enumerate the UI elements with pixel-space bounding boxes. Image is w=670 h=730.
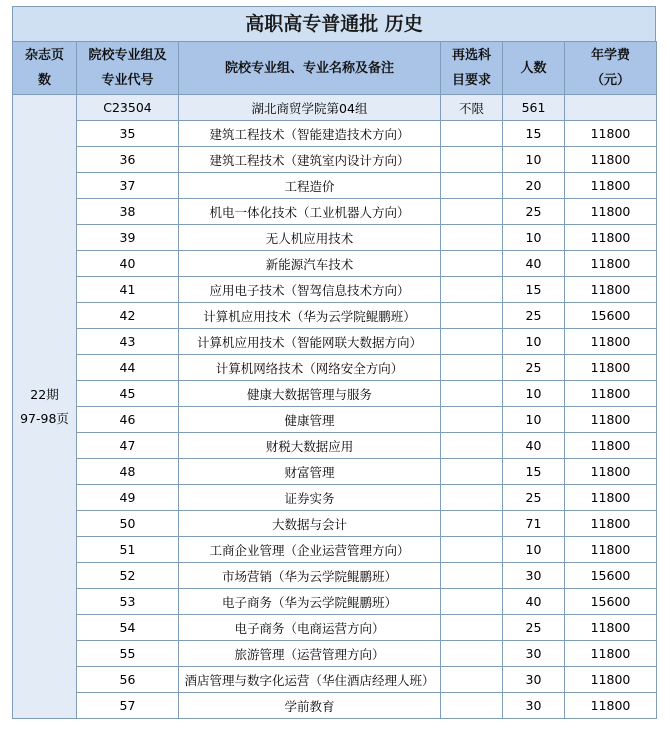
table-row <box>13 433 657 459</box>
annual-fee: 11800 <box>565 329 657 355</box>
major-code: 49 <box>77 485 179 511</box>
subject-requirement <box>441 407 503 433</box>
table-row <box>13 641 657 667</box>
major-name: 市场营销（华为云学院鲲鹏班） <box>179 563 441 589</box>
subject-requirement <box>441 485 503 511</box>
table-row <box>13 693 657 719</box>
table-title: 高职高专普通批 历史 <box>12 6 656 41</box>
subject-requirement <box>441 667 503 693</box>
major-code: 57 <box>77 693 179 719</box>
group-name: 湖北商贸学院第04组 <box>179 95 441 121</box>
major-code: 44 <box>77 355 179 381</box>
annual-fee: 11800 <box>565 277 657 303</box>
major-code: 35 <box>77 121 179 147</box>
subject-requirement <box>441 225 503 251</box>
table-row <box>13 381 657 407</box>
major-code: 38 <box>77 199 179 225</box>
table-row <box>13 511 657 537</box>
annual-fee: 15600 <box>565 589 657 615</box>
table-row <box>13 407 657 433</box>
subject-requirement <box>441 199 503 225</box>
subject-requirement <box>441 433 503 459</box>
enrollment-count: 10 <box>503 537 565 563</box>
annual-fee: 11800 <box>565 147 657 173</box>
major-name: 计算机网络技术（网络安全方向） <box>179 355 441 381</box>
enrollment-count: 15 <box>503 459 565 485</box>
table-row <box>13 147 657 173</box>
major-name: 机电一体化技术（工业机器人方向） <box>179 199 441 225</box>
header-row <box>13 42 657 95</box>
major-name: 财富管理 <box>179 459 441 485</box>
major-name: 建筑工程技术（建筑室内设计方向） <box>179 147 441 173</box>
major-name: 电子商务（电商运营方向） <box>179 615 441 641</box>
major-code: 46 <box>77 407 179 433</box>
major-name: 工程造价 <box>179 173 441 199</box>
enrollment-count: 15 <box>503 121 565 147</box>
group-fee <box>565 95 657 121</box>
table-row <box>13 329 657 355</box>
group-code: C23504 <box>77 95 179 121</box>
annual-fee: 11800 <box>565 121 657 147</box>
annual-fee: 11800 <box>565 407 657 433</box>
major-code: 54 <box>77 615 179 641</box>
admission-table <box>12 41 657 719</box>
table-row <box>13 667 657 693</box>
major-name: 电子商务（华为云学院鲲鹏班） <box>179 589 441 615</box>
header-name: 院校专业组、专业名称及备注 <box>179 42 441 95</box>
annual-fee: 11800 <box>565 485 657 511</box>
annual-fee: 11800 <box>565 199 657 225</box>
annual-fee: 11800 <box>565 511 657 537</box>
table-row <box>13 199 657 225</box>
enrollment-count: 20 <box>503 173 565 199</box>
annual-fee: 11800 <box>565 667 657 693</box>
subject-requirement <box>441 615 503 641</box>
annual-fee: 11800 <box>565 641 657 667</box>
enrollment-count: 40 <box>503 589 565 615</box>
table-row <box>13 589 657 615</box>
table-row <box>13 537 657 563</box>
annual-fee: 15600 <box>565 303 657 329</box>
major-code: 55 <box>77 641 179 667</box>
subject-requirement <box>441 589 503 615</box>
annual-fee: 11800 <box>565 225 657 251</box>
enrollment-count: 10 <box>503 329 565 355</box>
subject-requirement <box>441 563 503 589</box>
major-name: 计算机应用技术（智能网联大数据方向） <box>179 329 441 355</box>
major-name: 建筑工程技术（智能建造技术方向） <box>179 121 441 147</box>
enrollment-count: 71 <box>503 511 565 537</box>
major-code: 51 <box>77 537 179 563</box>
enrollment-count: 10 <box>503 381 565 407</box>
major-code: 56 <box>77 667 179 693</box>
enrollment-count: 40 <box>503 251 565 277</box>
annual-fee: 11800 <box>565 355 657 381</box>
enrollment-count: 30 <box>503 641 565 667</box>
table-row <box>13 173 657 199</box>
table-row <box>13 615 657 641</box>
major-name: 酒店管理与数字化运营（华住酒店经理人班） <box>179 667 441 693</box>
subject-requirement <box>441 277 503 303</box>
magazine-reference <box>13 95 77 719</box>
annual-fee: 11800 <box>565 537 657 563</box>
subject-requirement <box>441 147 503 173</box>
major-code: 48 <box>77 459 179 485</box>
major-name: 健康管理 <box>179 407 441 433</box>
subject-requirement <box>441 121 503 147</box>
enrollment-count: 40 <box>503 433 565 459</box>
major-code: 37 <box>77 173 179 199</box>
major-code: 42 <box>77 303 179 329</box>
annual-fee: 11800 <box>565 615 657 641</box>
major-code: 50 <box>77 511 179 537</box>
table-row <box>13 251 657 277</box>
enrollment-count: 30 <box>503 563 565 589</box>
table-row <box>13 355 657 381</box>
enrollment-count: 25 <box>503 355 565 381</box>
enrollment-count: 10 <box>503 225 565 251</box>
header-subject: 再选科 目要求 <box>441 42 503 95</box>
major-name: 工商企业管理（企业运营管理方向） <box>179 537 441 563</box>
major-name: 新能源汽车技术 <box>179 251 441 277</box>
enrollment-count: 10 <box>503 147 565 173</box>
major-name: 财税大数据应用 <box>179 433 441 459</box>
subject-requirement <box>441 329 503 355</box>
magazine-issue: 22期 <box>30 386 59 402</box>
annual-fee: 15600 <box>565 563 657 589</box>
enrollment-count: 25 <box>503 615 565 641</box>
header-fee: 年学费 （元） <box>565 42 657 95</box>
enrollment-count: 25 <box>503 199 565 225</box>
major-name: 证券实务 <box>179 485 441 511</box>
table-row <box>13 121 657 147</box>
header-code: 院校专业组及 专业代号 <box>77 42 179 95</box>
major-code: 36 <box>77 147 179 173</box>
annual-fee: 11800 <box>565 433 657 459</box>
annual-fee: 11800 <box>565 381 657 407</box>
header-count: 人数 <box>503 42 565 95</box>
enrollment-count: 10 <box>503 407 565 433</box>
table-row <box>13 563 657 589</box>
subject-requirement <box>441 251 503 277</box>
major-code: 47 <box>77 433 179 459</box>
subject-requirement <box>441 381 503 407</box>
table-row <box>13 277 657 303</box>
enrollment-count: 30 <box>503 667 565 693</box>
enrollment-count: 25 <box>503 303 565 329</box>
enrollment-count: 30 <box>503 693 565 719</box>
major-name: 无人机应用技术 <box>179 225 441 251</box>
major-code: 40 <box>77 251 179 277</box>
subject-requirement <box>441 693 503 719</box>
table-row <box>13 303 657 329</box>
table-row <box>13 225 657 251</box>
group-count: 561 <box>503 95 565 121</box>
subject-requirement <box>441 537 503 563</box>
annual-fee: 11800 <box>565 251 657 277</box>
major-name: 学前教育 <box>179 693 441 719</box>
enrollment-count: 15 <box>503 277 565 303</box>
table-row <box>13 459 657 485</box>
major-code: 45 <box>77 381 179 407</box>
table-row <box>13 485 657 511</box>
major-code: 43 <box>77 329 179 355</box>
subject-requirement <box>441 355 503 381</box>
subject-requirement <box>441 459 503 485</box>
group-subject: 不限 <box>441 95 503 121</box>
major-code: 41 <box>77 277 179 303</box>
subject-requirement <box>441 173 503 199</box>
magazine-pages: 97-98页 <box>20 410 69 426</box>
major-name: 旅游管理（运营管理方向） <box>179 641 441 667</box>
subject-requirement <box>441 303 503 329</box>
annual-fee: 11800 <box>565 173 657 199</box>
group-row <box>13 95 657 121</box>
subject-requirement <box>441 641 503 667</box>
major-name: 健康大数据管理与服务 <box>179 381 441 407</box>
admission-table-container <box>12 6 656 719</box>
annual-fee: 11800 <box>565 459 657 485</box>
major-code: 39 <box>77 225 179 251</box>
subject-requirement <box>441 511 503 537</box>
header-magazine: 杂志页 数 <box>13 42 77 95</box>
major-name: 应用电子技术（智驾信息技术方向） <box>179 277 441 303</box>
major-code: 52 <box>77 563 179 589</box>
major-name: 计算机应用技术（华为云学院鲲鹏班） <box>179 303 441 329</box>
major-name: 大数据与会计 <box>179 511 441 537</box>
enrollment-count: 25 <box>503 485 565 511</box>
annual-fee: 11800 <box>565 693 657 719</box>
major-code: 53 <box>77 589 179 615</box>
